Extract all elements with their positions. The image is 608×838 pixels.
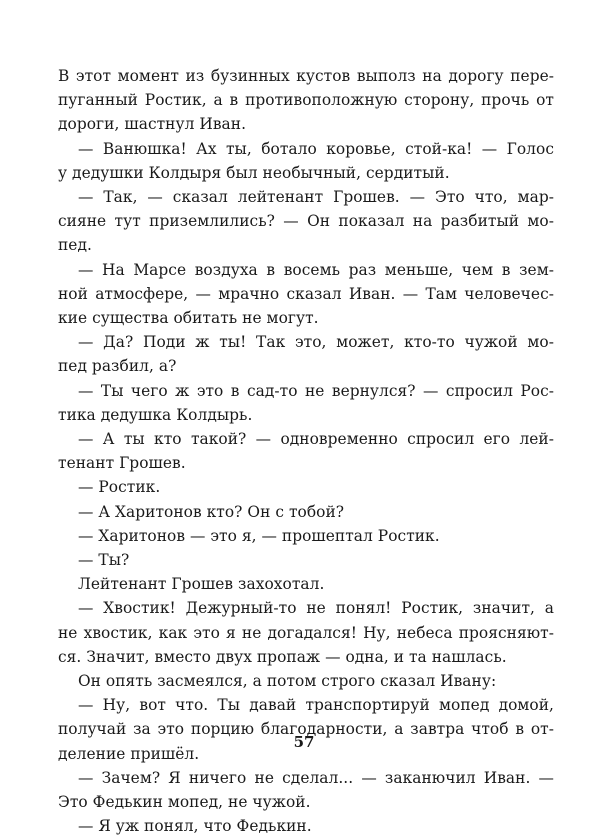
text-line: Это Федькин мопед, не чужой.	[58, 793, 311, 811]
text-line: — Ты?	[78, 551, 130, 569]
text-line: тенант Грошев.	[58, 454, 186, 473]
text-line: — А Харитонов кто? Он с тобой?	[78, 502, 345, 521]
text-line: — Ну, вот что. Ты давай транспортируй мопед домой,	[78, 696, 554, 715]
text-line: пуганный Ростик, а в противоположную сторону, прочь от	[58, 91, 554, 110]
page-number: 57	[293, 733, 315, 751]
text-line: — А ты кто такой? — одновременно спросил его лей-	[78, 430, 554, 448]
text-line: — Ростик.	[78, 478, 161, 497]
text-line: — Хвостик! Дежурный-то не понял! Ростик, значит, а	[78, 599, 554, 618]
text-line: пед.	[58, 236, 92, 255]
text-line: деление пришёл.	[58, 744, 200, 763]
text-line: сияне тут приземлились? — Он показал на разбитый мо-	[58, 212, 554, 231]
text-line: пед разбил, а?	[58, 357, 177, 376]
text-line: ся. Значит, вместо двух пропаж — одна, и та нашлась.	[58, 647, 507, 666]
text-line: получай за это порцию благодарности, а завтра чтоб в от-	[58, 720, 554, 739]
text-line: не хвостик, как это я не догадался! Ну, небеса проясняют-	[58, 623, 554, 642]
text-line: — Так, — сказал лейтенант Грошев. — Это что, мар-	[78, 188, 554, 206]
text-line: Он опять засмеялся, а потом строго сказал Ивану:	[78, 672, 497, 690]
text-line: В этот момент из бузинных кустов выполз на дорогу пере-	[58, 67, 554, 85]
text-line: у дедушки Колдыря был необычный, сердитый.	[58, 163, 450, 182]
text-line: — Зачем? Я ничего не сделал... — заканючил Иван. —	[78, 768, 554, 787]
text-line: — На Марсе воздуха в восемь раз меньше, чем в зем-	[78, 260, 554, 279]
text-line: Лейтенант Грошев захохотал.	[78, 575, 325, 594]
text-line: — Да? Поди ж ты! Так это, может, кто-то чужой мо-	[78, 333, 554, 352]
text-line: ной атмосфере, — мрачно сказал Иван. — Там человечес-	[58, 284, 554, 303]
text-line: — Я уж понял, что Федькин.	[78, 817, 312, 836]
text-line: тика дедушка Колдырь.	[58, 405, 253, 424]
text-line: — Ты чего ж это в сад-то не вернулся? — спросил Рос-	[78, 381, 554, 400]
text-line: кие существа обитать не могут.	[58, 309, 319, 327]
text-line: — Ванюшка! Ах ты, ботало коровье, стой-ка! — Голос	[78, 139, 554, 158]
text-line: дороги, шастнул Иван.	[58, 115, 247, 134]
text-line: — Харитонов — это я, — прошептал Ростик.	[78, 526, 440, 545]
